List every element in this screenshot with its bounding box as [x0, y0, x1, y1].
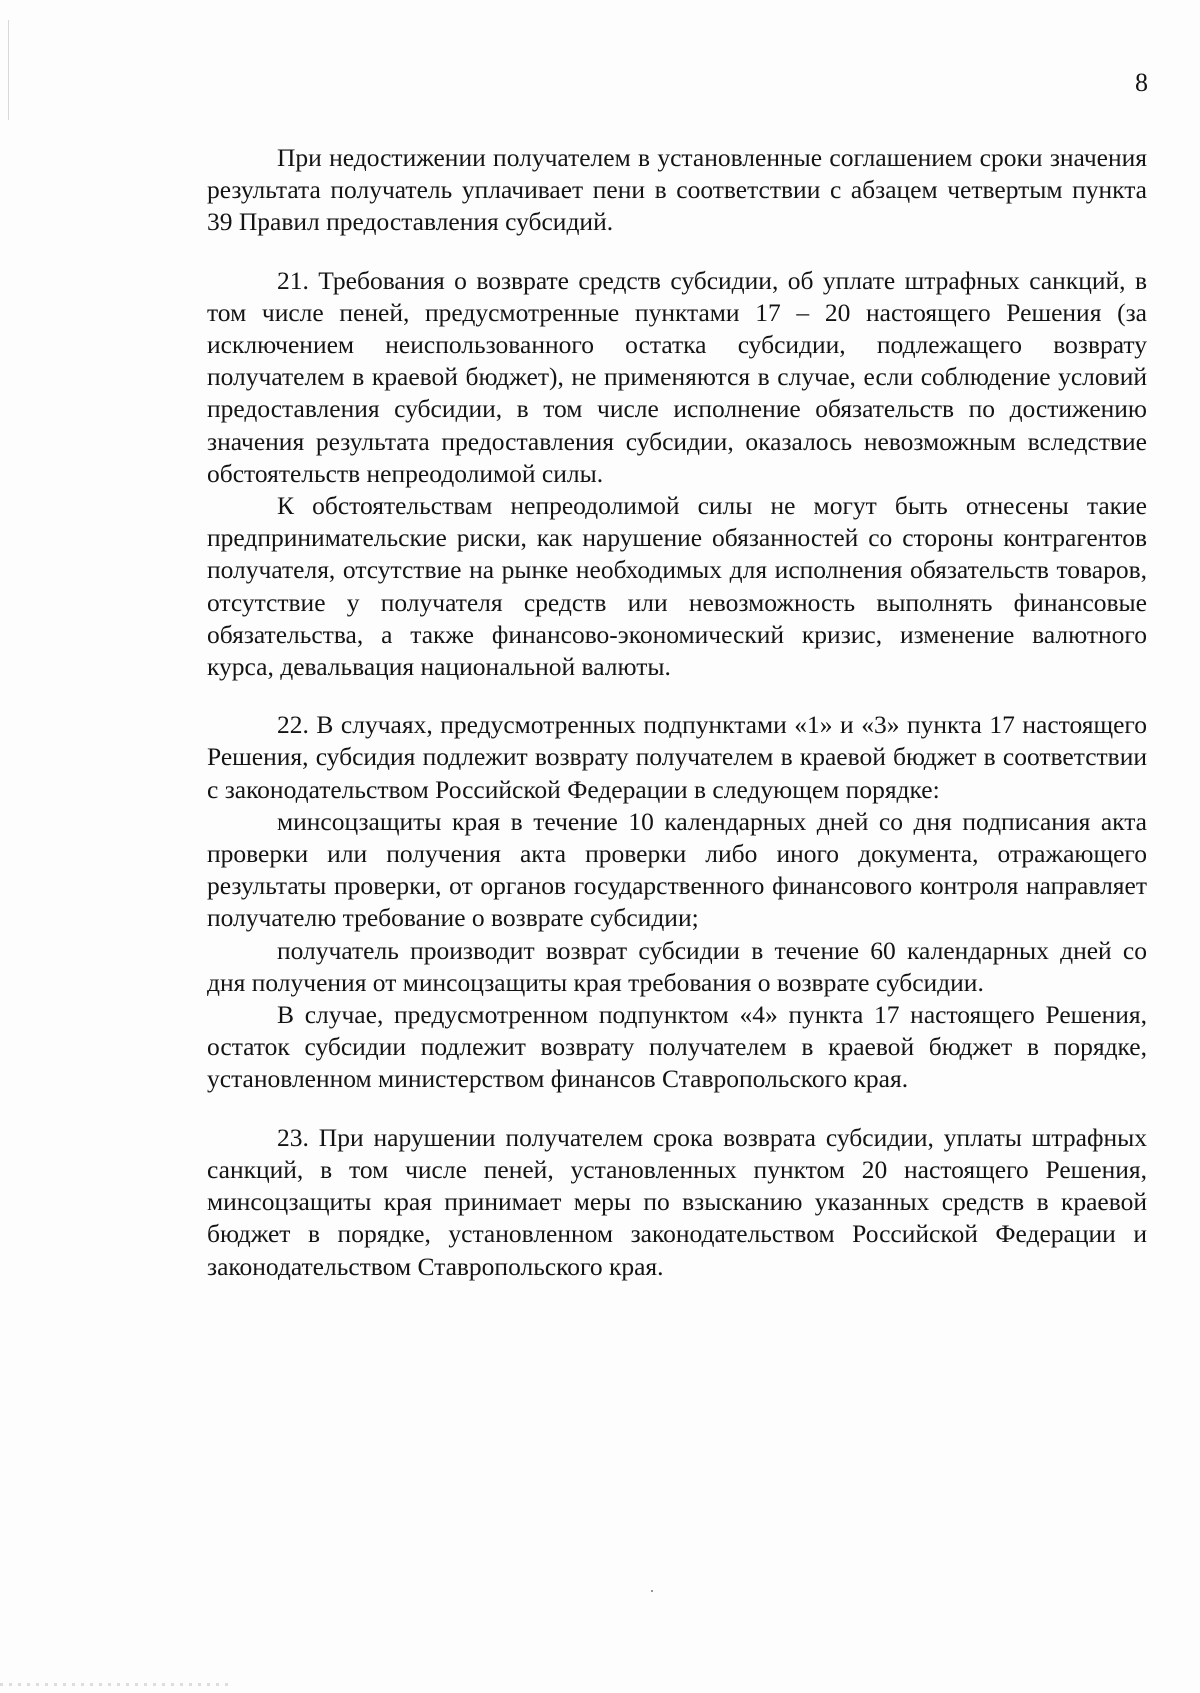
document-body [207, 142, 1147, 1283]
paragraph-remaining-balance: В случае, предусмотренном подпунктом «4» пункта 17 настоящего Решения, остаток субсидии подлежит возврату получателем в краевой бюджет в порядке, установленном министерством финансов Ставропольского края. [207, 1000, 1147, 1094]
paragraph-ministry-request: минсоцзащиты края в течение 10 календарных дней со дня подписания акта проверки или получения акта проверки либо иного документа, отражающего результаты проверки, от органов государственного финансового контроля направляет получателю требование о возврате субсидии; [207, 806, 1147, 933]
scan-footer-specks [0, 1683, 230, 1686]
paragraph-clause-21: 21. Требования о возврате средств субсидии, об уплате штрафных санкций, в том числе пеней, предусмотренные пунктами 17 – 20 настоящего Решения (за исключением неиспользованного остатка субсидии, подлежащего возврату получателем в краевой бюджет), не применяются в случае, если соблюдение условий предоставления субсидии, в том числе исполнение обязательств по достижению значения результата предоставления субсидии, оказалось невозможным вследствие обстоятельств непреодолимой силы. [207, 265, 1147, 488]
scan-edge-mark [8, 20, 9, 120]
page-number: 8 [1135, 68, 1148, 97]
scan-dot [651, 1590, 653, 1592]
paragraph-clause-22: 22. В случаях, предусмотренных подпунктами «1» и «3» пункта 17 настоящего Решения, субсидия подлежит возврату получателем в краевой бюджет в соответствии с законодательством Российской Федерации в следующем порядке: [207, 710, 1147, 804]
paragraph-force-majeure: К обстоятельствам непреодолимой силы не могут быть отнесены такие предпринимательские риски, как нарушение обязанностей со стороны контрагентов получателя, отсутствие на рынке необходимых для исполнения обязательств товаров, отсутствие у получателя средств или невозможность выполнять финансовые обязательства, а также финансово-экономический кризис, изменение валютного курса, девальвация национальной валюты. [207, 491, 1147, 682]
paragraph-penalty-note: При недостижении получателем в установленные соглашением сроки значения результата получатель уплачивает пени в соответствии с абзацем четвертым пункта 39 Правил предоставления субсидий. [207, 143, 1147, 237]
paragraph-recipient-refund: получатель производит возврат субсидии в течение 60 календарных дней со дня получения от минсоцзащиты края требования о возврате субсидии. [207, 935, 1147, 997]
paragraph-clause-23: 23. При нарушении получателем срока возврата субсидии, уплаты штрафных санкций, в том числе пеней, установленных пунктом 20 настоящего Решения, минсоцзащиты края принимает меры по взысканию указанных средств в краевой бюджет в порядке, установленном законодательством Российской Федерации и законодательством Ставропольского края. [207, 1122, 1147, 1281]
